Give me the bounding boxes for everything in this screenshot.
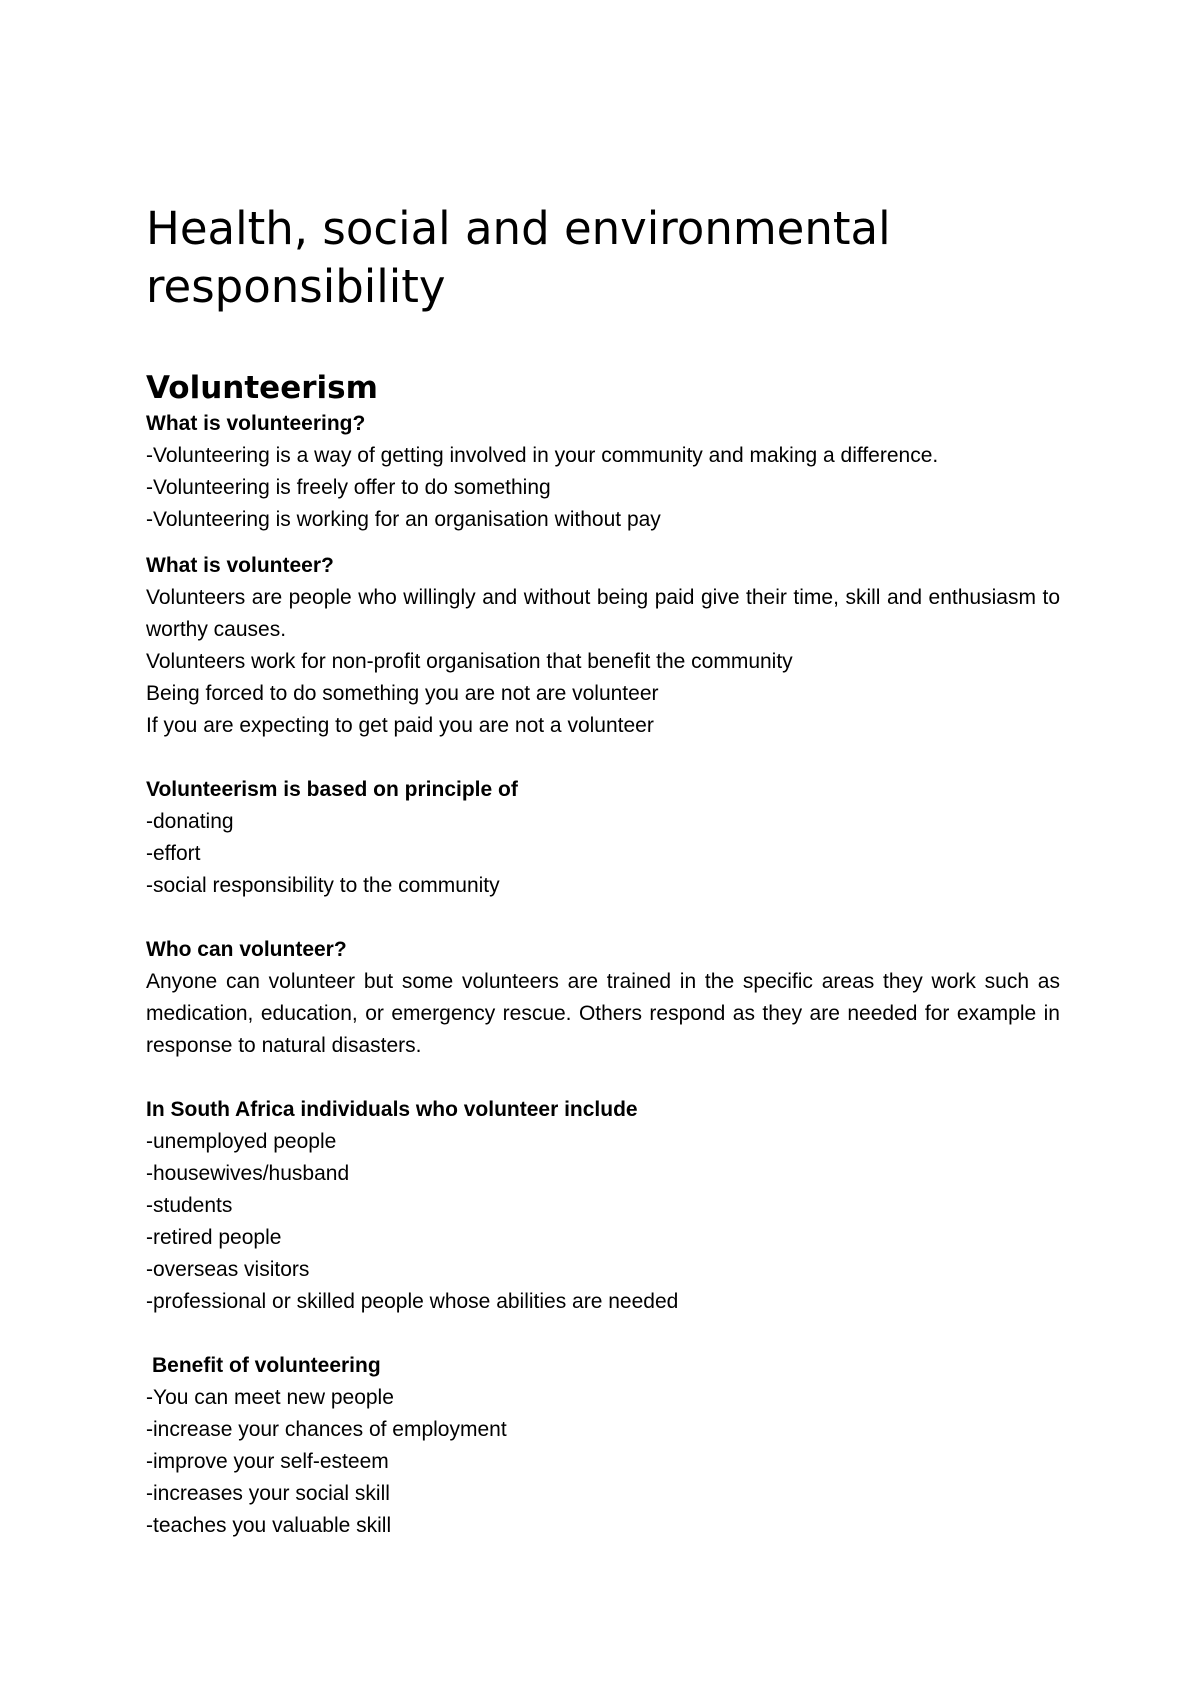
section-what-is-volunteering: [146, 408, 1060, 536]
list-item: -professional or skilled people whose abilities are needed: [146, 1290, 679, 1313]
subheading-principles: Volunteerism is based on principle of: [146, 778, 518, 801]
subheading-benefits: Benefit of volunteering: [152, 1354, 381, 1377]
section-principles: [146, 774, 1060, 902]
list-item: Being forced to do something you are not are volunteer: [146, 682, 659, 705]
list-item: -donating: [146, 810, 234, 833]
list-item: -Volunteering is working for an organisation without pay: [146, 508, 661, 531]
list-item: If you are expecting to get paid you are not a volunteer: [146, 714, 654, 737]
document-title: Health, social and environmental responsibility: [146, 202, 891, 313]
list-item: -teaches you valuable skill: [146, 1514, 392, 1537]
list-item: -effort: [146, 842, 201, 865]
list-item: -increase your chances of employment: [146, 1418, 507, 1441]
paragraph: Anyone can volunteer but some volunteers are trained in the specific areas they work such as medication, education, or emergency rescue. Others respond as they are needed for example in response to natural disasters.: [146, 970, 1060, 1057]
list-item: -improve your self-esteem: [146, 1450, 389, 1473]
list-item: -students: [146, 1194, 233, 1217]
list-item: -unemployed people: [146, 1130, 337, 1153]
subheading-what-is-volunteering: What is volunteering?: [146, 412, 366, 435]
subheading-who-can-volunteer: Who can volunteer?: [146, 938, 347, 961]
list-item: -social responsibility to the community: [146, 874, 500, 897]
list-item: -increases your social skill: [146, 1482, 390, 1505]
section-heading-volunteerism: Volunteerism: [146, 370, 378, 406]
subheading-what-is-volunteer: What is volunteer?: [146, 554, 334, 577]
subheading-south-africa: In South Africa individuals who volunteer include: [146, 1098, 638, 1121]
list-item: -overseas visitors: [146, 1258, 310, 1281]
section-what-is-volunteer: [146, 550, 1060, 742]
section-benefits: [146, 1350, 1060, 1542]
list-item: -You can meet new people: [146, 1386, 394, 1409]
list-item: -Volunteering is freely offer to do something: [146, 476, 551, 499]
list-item: -Volunteering is a way of getting involved in your community and making a difference.: [146, 444, 939, 467]
list-item: -retired people: [146, 1226, 282, 1249]
section-who-can-volunteer: [146, 934, 1060, 1062]
list-item: Volunteers work for non-profit organisation that benefit the community: [146, 650, 793, 673]
paragraph: Volunteers are people who willingly and without being paid give their time, skill and enthusiasm to worthy causes.: [146, 586, 1060, 641]
section-south-africa: [146, 1094, 1060, 1318]
document-page: [146, 200, 1060, 1542]
list-item: -housewives/husband: [146, 1162, 350, 1185]
